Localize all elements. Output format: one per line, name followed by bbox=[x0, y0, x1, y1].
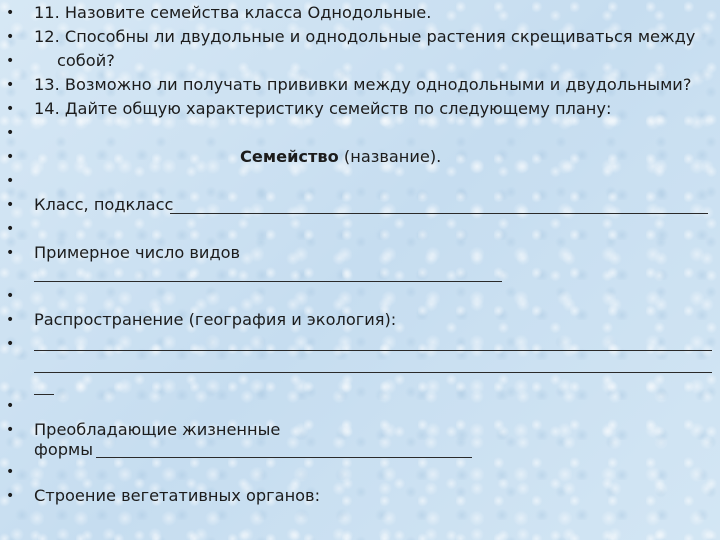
bullet-icon: • bbox=[6, 398, 15, 414]
distribution-answer-line-3 bbox=[34, 394, 54, 395]
family-name-hint: (название). bbox=[343, 147, 442, 166]
bullet-icon: • bbox=[6, 336, 15, 352]
distribution-label: Распространение (география и экология): bbox=[34, 310, 397, 329]
bullet-icon: • bbox=[6, 488, 15, 504]
question-13: 13. Возможно ли получать прививки между однодольными и двудольными? bbox=[34, 75, 692, 94]
vegetative-label: Строение вегетативных органов: bbox=[34, 486, 321, 505]
question-14: 14. Дайте общую характеристику семейств по следующему плану: bbox=[34, 99, 612, 118]
distribution-answer-line-2 bbox=[34, 372, 712, 373]
question-12-continuation: собой? bbox=[57, 51, 115, 70]
life-forms-label: Преобладающие жизненные bbox=[34, 420, 281, 439]
bullet-icon: • bbox=[6, 53, 15, 69]
class-label: Класс, подкласс bbox=[34, 195, 174, 214]
bullet-icon: • bbox=[6, 221, 15, 237]
bullet-icon: • bbox=[6, 464, 15, 480]
bullet-icon: • bbox=[6, 312, 15, 328]
bullet-icon: • bbox=[6, 173, 15, 189]
class-answer-line bbox=[170, 213, 708, 214]
question-12: 12. Способны ли двудольные и однодольные растения скрещиваться между bbox=[34, 27, 696, 46]
bullet-icon: • bbox=[6, 197, 15, 213]
bullet-icon: • bbox=[6, 288, 15, 304]
bullet-icon: • bbox=[6, 29, 15, 45]
family-heading bbox=[240, 146, 441, 168]
life-forms-answer-line bbox=[96, 457, 472, 458]
distribution-answer-line-1 bbox=[34, 350, 712, 351]
bullet-icon: • bbox=[6, 149, 15, 165]
species-answer-line bbox=[34, 281, 502, 282]
bullet-icon: • bbox=[6, 245, 15, 261]
life-forms-label-continuation: формы bbox=[34, 440, 94, 459]
family-title: Семейство bbox=[240, 147, 339, 166]
bullet-icon: • bbox=[6, 5, 15, 21]
bullet-icon: • bbox=[6, 422, 15, 438]
bullet-icon: • bbox=[6, 77, 15, 93]
species-label: Примерное число видов bbox=[34, 243, 241, 262]
question-11: 11. Назовите семейства класса Однодольные. bbox=[34, 3, 432, 22]
bullet-icon: • bbox=[6, 101, 15, 117]
bullet-icon: • bbox=[6, 125, 15, 141]
